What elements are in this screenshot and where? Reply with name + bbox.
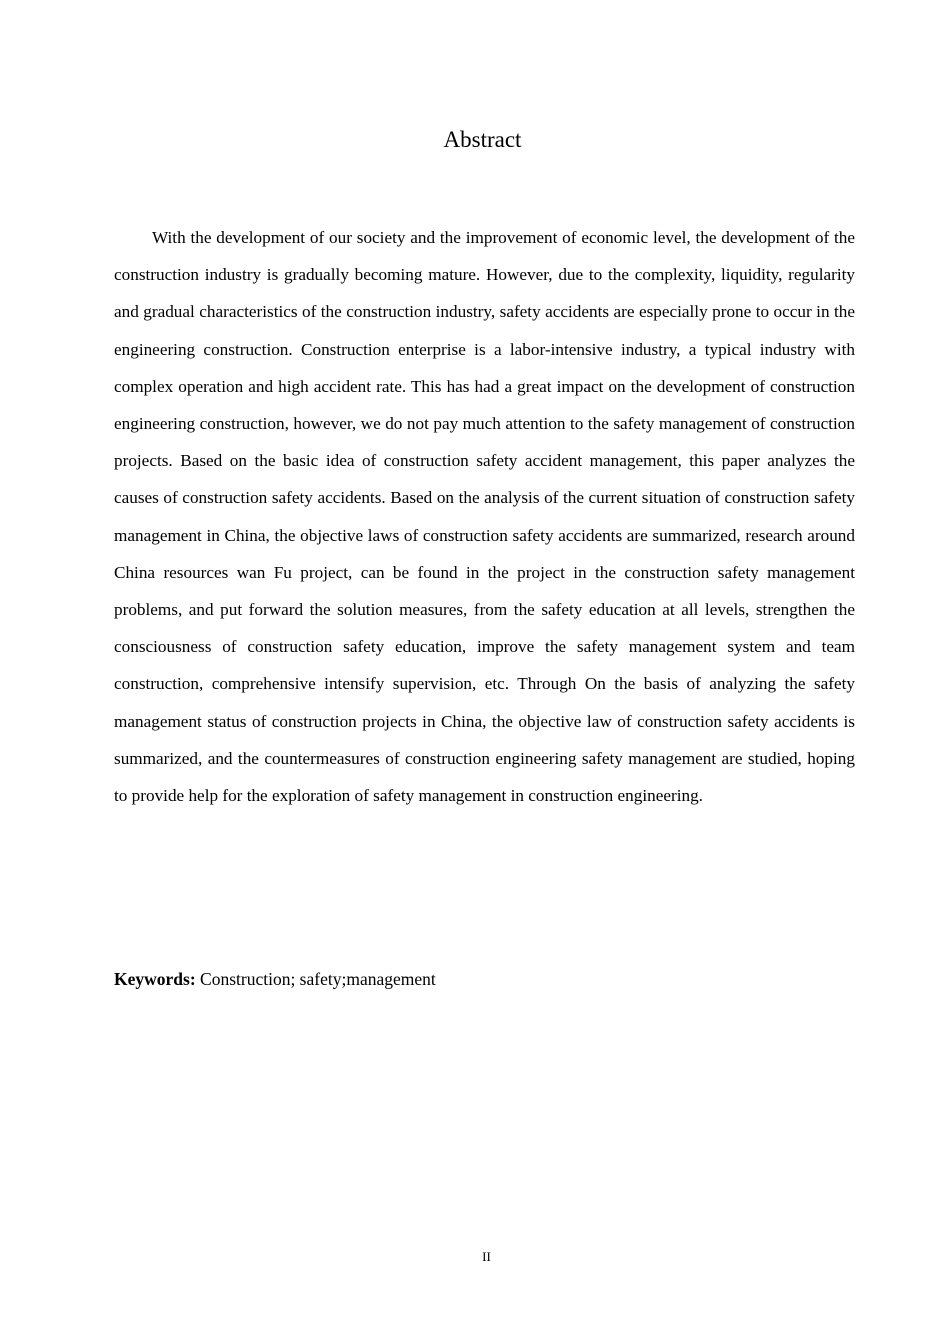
abstract-body: With the development of our society and the improvement of economic level, the development of the construction industry is gradually becoming mature. However, due to the complexity, liquidity, regularity and gradual characteristics of the construction industry, safety accidents are especially prone to occur in the engineering construction. Construction enterprise is a labor-intensive industry, a typical industry with complex operation and high accident rate. This has had a great impact on the development of construction engineering construction, however, we do not pay much attention to the safety management of construction projects. Based on the basic idea of construction safety accident management, this paper analyzes the causes of construction safety accidents. Based on the analysis of the current situation of construction safety management in China, the objective laws of construction safety accidents are summarized, research around China resources wan Fu project, can be found in the project in the construction safety management problems, and put forward the solution measures, from the safety education at all levels, strengthen the consciousness of construction safety education, improve the safety management system and team construction, comprehensive intensify supervision, etc. Through On the basis of analyzing the safety management status of construction projects in China, the objective law of construction safety accidents is summarized, and the countermeasures of construction engineering safety management are studied, hoping to provide help for the exploration of safety management in construction engineering. [114, 228, 855, 806]
page-number: II [482, 1249, 491, 1264]
abstract-title: Abstract [443, 127, 522, 152]
keywords-label: Keywords: [114, 969, 196, 989]
keywords-value: Construction; safety;management [200, 969, 436, 989]
keywords-line [114, 964, 855, 994]
